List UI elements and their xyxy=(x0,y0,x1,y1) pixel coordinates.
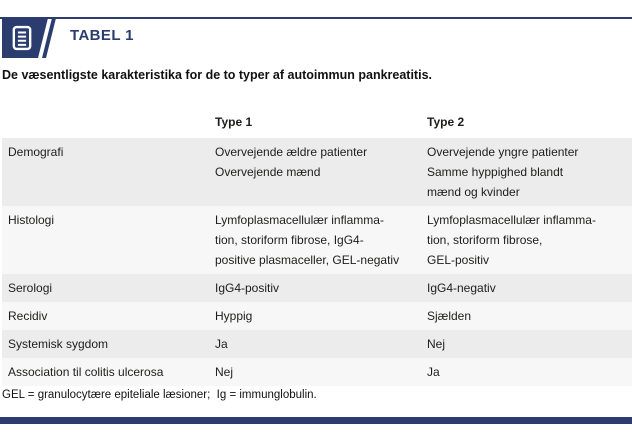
type2-cell: IgG4-negativ xyxy=(427,281,496,295)
type2-cell: Ja xyxy=(427,365,440,379)
type2-cell: Nej xyxy=(427,337,446,351)
table-row xyxy=(2,302,632,330)
table-row xyxy=(2,138,632,206)
type1-cell: Ja xyxy=(215,337,228,351)
type1-cell: Hyppig xyxy=(215,309,253,323)
table-body xyxy=(2,138,632,386)
type2-cell: Lymfoplasmacellulær inflamma- tion, storiform fibrose, GEL-positiv xyxy=(427,213,596,267)
column-header-type1: Type 1 xyxy=(215,115,253,129)
row-label: Histologi xyxy=(8,213,55,227)
table-row xyxy=(2,358,632,386)
table-row xyxy=(2,274,632,302)
row-label: Association til colitis ulcerosa xyxy=(8,365,164,379)
column-header-empty xyxy=(2,132,215,138)
type2-cell: Overvejende yngre patienter Samme hyppighed blandt mænd og kvinder xyxy=(427,145,579,199)
table-footnote: GEL = granulocytære epiteliale læsioner; Ig = immunglobulin. xyxy=(2,389,317,401)
table-header-row xyxy=(2,112,632,138)
bottom-rule xyxy=(0,417,632,424)
document-icon xyxy=(12,25,32,51)
table-badge-label: TABEL 1 xyxy=(70,27,134,44)
type1-cell: IgG4-positiv xyxy=(215,281,280,295)
type1-cell: Nej xyxy=(215,365,234,379)
row-label: Systemisk sygdom xyxy=(8,337,109,351)
table-row xyxy=(2,206,632,274)
characteristics-table xyxy=(2,112,632,386)
table-badge xyxy=(2,18,48,58)
table-caption: De væsentligste karakteristika for de to typer af autoimmun pankreatitis. xyxy=(2,68,432,82)
top-rule xyxy=(0,17,632,19)
type1-cell: Lymfoplasmacellulær inflamma- tion, storiform fibrose, IgG4- positive plasmaceller, GEL-negativ xyxy=(215,213,400,267)
row-label: Serologi xyxy=(8,281,53,295)
column-header-type2: Type 2 xyxy=(427,115,465,129)
row-label: Demografi xyxy=(8,145,64,159)
table-row xyxy=(2,330,632,358)
type1-cell: Overvejende ældre patienter Overvejende mænd xyxy=(215,145,368,179)
row-label: Recidiv xyxy=(8,309,48,323)
type2-cell: Sjælden xyxy=(427,309,472,323)
